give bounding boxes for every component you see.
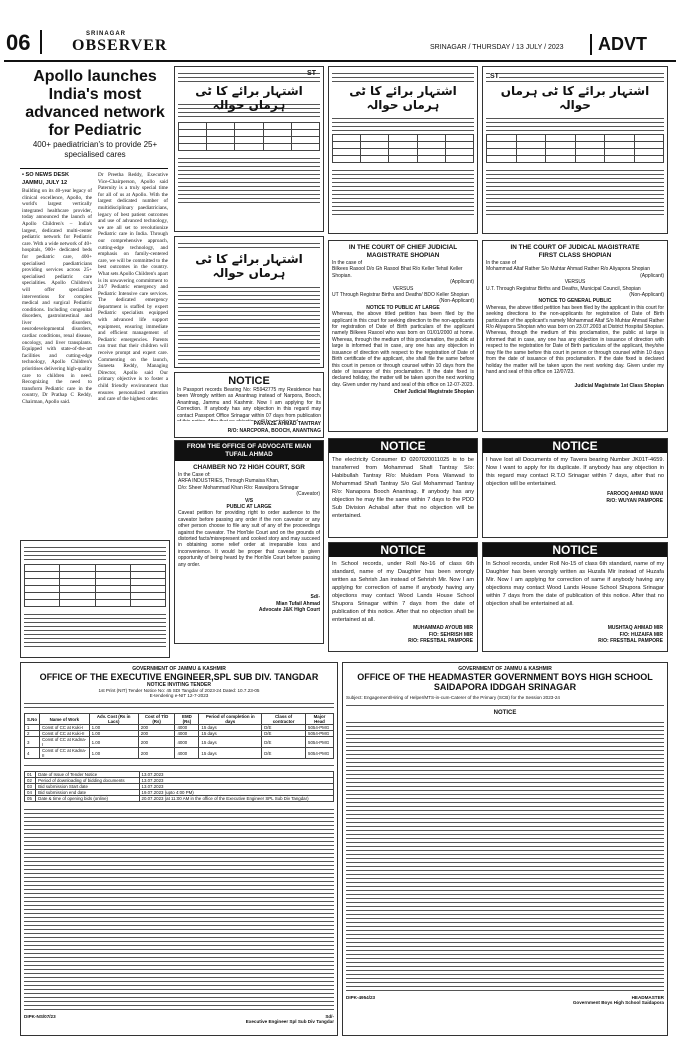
urdu-ad-left-body: [24, 611, 166, 647]
court-chief-notice-head: NOTICE TO PUBLIC AT LARGE: [366, 304, 440, 311]
tender-date-cell: Date & time of opening bids (online): [36, 796, 139, 802]
tender-header-cell: EMD (Rs): [175, 714, 199, 725]
court-chief-versus: VERSUS: [392, 285, 414, 292]
tender-cell: 2: [25, 731, 40, 737]
urdu-ad-2-header: [178, 240, 320, 250]
tender-cell: 200: [138, 725, 175, 731]
tender-date-cell: 04: [25, 790, 36, 796]
tender-cell: Const of CC at Kuki-II: [40, 731, 90, 737]
tender-subtitle: NOTICE INVITING TENDER: [147, 682, 211, 688]
school-subject: Subject: Engagement/Hiring of Helper/MTS-in-cum-Caterer of the Primary (SCB) for the Session 2023-24: [346, 695, 560, 700]
lead-subhead: 400+ paediatrician's to provide 25+ specialised cares: [32, 140, 158, 159]
tender-cell: 3: [25, 737, 40, 748]
court-first-role-2: (Non-Applicant): [629, 292, 664, 299]
tender-header-cell: Adv. Cost (Rs in Lacs): [89, 714, 138, 725]
advocate-case-party-2: D/o: Sheer Mohammad Khan R/o: Rawalpora Srinagar: [178, 484, 299, 491]
advocate-case-party: ARFA INDUSTRIES, Through Rumaisa Khan,: [178, 478, 280, 485]
tender-table-header: [25, 714, 334, 725]
court-first-title-2: FIRST CLASS SHOPIAN: [538, 252, 612, 259]
lead-headline: Apollo launches India's most advanced network for Pediatric: [25, 68, 165, 139]
tender-cell: D/E: [262, 748, 306, 759]
tender-ref: 1st Print (NIT) Tender Notice No: 45 SDI Tangdar of 2023-24 Dated: 10.7.23-05: [98, 688, 260, 693]
tender-cell: D/E: [262, 725, 306, 731]
tender-date-row: [25, 796, 334, 802]
court-first-party: Mohammad Altaf Rather S/o Muhtar Ahmad Rather R/o Aliyapora Shopian: [486, 266, 650, 273]
tender-date-cell: 01: [25, 772, 36, 778]
advocate-sd: Sd/-: [310, 594, 320, 601]
passport-notice: [174, 372, 324, 438]
school-govt: GOVERNMENT OF JAMMU & KASHMIR: [458, 666, 552, 672]
travera-notice-body: I have lost all Documents of my Tavera bearing Number JK01T-4659. Now I want to apply for its duplicate. If anybody has any objection in this regard may contact R.T.O Srinagar within 7 days, after that no objection will be entertained.: [486, 457, 664, 487]
court-chief-role-1: (Applicant): [450, 279, 474, 286]
tender-date-cell: Date of Issue of Tender Notice: [36, 772, 139, 778]
tender-signer: Executive Engineer Spl Sub Div Tangdar: [245, 1019, 334, 1024]
school-notice-1: [328, 542, 478, 652]
court-first-respondent: U.T. Through Registrar Births and Deaths, Municipal Council, Shopian: [486, 285, 641, 292]
school-ref-no: DIPK-4954/23: [346, 995, 376, 1000]
travera-notice: [482, 438, 668, 538]
tender-sd: Sd/-: [325, 1014, 334, 1019]
urdu-ad-1-title-row: [178, 70, 320, 112]
tender-intro: [24, 700, 334, 710]
advocate-chamber: CHAMBER NO 72 HIGH COURT, SGR: [193, 464, 305, 471]
tender-notice: [20, 662, 338, 1036]
tender-cell: 15 days: [199, 725, 262, 731]
school-signer-2: Government Boys High School Saidapora: [572, 1000, 664, 1005]
travera-notice-heading: NOTICE: [483, 439, 667, 453]
school-notice-2-address: R/O: FRESTBAL PAMPORE: [598, 638, 663, 644]
tender-date-cell: 20.07.2023 (at 11:00 AM in the office of the Executive Engineer SPL Sub Div Tangdar): [139, 796, 333, 802]
urdu-ad-2: [174, 236, 324, 368]
school-notice-1-signer-2: F/O: SEHRISH MIR: [428, 631, 473, 638]
section-label: ADVT: [590, 34, 647, 55]
court-first-body: Whereas, the above titled petition has been filed by the applicant in this court for seeking directions to the non-applicants for registration of Date of Birth particulars of the applicant's namely Mohammad Altaf S/o Muhtar Ahmad Rather R/o Aliyapora Shopian who was born on 23.07.2003 at District Hospital Shopian. Whereas, through the medium of this proclamation, the public at large is informed that in case, any one has any objection in issuance of direction with respect to the registration for Date of Birth particulars of the applicant, they/she may file the same before this court in person or through counsel within 10 days from the date of issuance of this proclamation. If the date fixed is declared holiday the matter will be taken upon the next working day. Given under my hand and seal of this office on 12/07/23.: [486, 304, 664, 375]
tender-cell: 15 days: [199, 737, 262, 748]
tender-cell: 200: [138, 748, 175, 759]
tender-table: [24, 713, 334, 759]
tender-date-cell: 19.07.2023 (upto 4:00 PM): [139, 790, 333, 796]
tender-cell: 1.00: [89, 731, 138, 737]
tender-cell: 4000: [175, 737, 199, 748]
school-notice-2-signer-2: F/O: HUZAIFA MIR: [619, 631, 663, 638]
tender-row: [25, 737, 334, 748]
urdu-ad-4: [482, 66, 668, 234]
tender-date-cell: 13.07.2023: [139, 784, 333, 790]
urdu-ad-4-tag: ST: [490, 73, 499, 80]
tender-cell: Const of CC at Kuki-I: [40, 725, 90, 731]
urdu-ad-1-title: اشتہار برائے کا ٹی ہرماں حوالہ: [195, 84, 303, 112]
school-notice-2: [482, 542, 668, 652]
tender-cell: 4000: [175, 748, 199, 759]
masthead-city: SRINAGAR: [86, 31, 127, 37]
urdu-ad-3-text: [332, 115, 474, 131]
advocate-case-in: In the Case of:: [178, 472, 211, 478]
court-first-case: In the case of: [486, 260, 517, 266]
court-chief-notice: [328, 240, 478, 432]
tender-date-cell: Period of downloading of bidding documents: [36, 778, 139, 784]
school-office-2: SAIDAPORA IDDGAH SRINAGAR: [433, 682, 577, 692]
passport-notice-heading: NOTICE: [228, 375, 270, 387]
court-first-notice-head: NOTICE TO GENERAL PUBLIC: [538, 298, 612, 305]
school-office: OFFICE OF THE HEADMASTER GOVERNMENT BOYS HIGH SCHOOL: [357, 672, 653, 682]
electricity-notice-body: The electricity Consumer ID 0207020011025 is to be transferred from Mohammad Shafi Tantray S/o: Habibullah Tantray R/o: Mukdam Pora Wanwad to Mohammad Shafi Tantray S/o Gul Mohammad Tantray R/o: Nanapora Booch Anantnag. If anybody has any objection he may file the same within 7 days to the PDD Sub Division Achabal after that no objection will be entertained.: [332, 457, 474, 519]
byline-text: SO NEWS DESK: [25, 172, 70, 178]
school-body: [346, 719, 664, 991]
court-chief-body: Whereas, the above titled petition has been filed by the applicant in this court for seeking direction to the non-applicants for registration of Date of Birth particulars of the applicant namely Bilkees Rasool who was born on 01/01/2000 at home. Whereas, through the medium of this proclamation, the public at large is informed that in case, any one has any objection in issuance of direction with respect to the registration of Date of Birth certificate of the applicant, she shall file the same before this court in person or through counsel within 10 days from the date of issuance of this proclamation. If the date fixed is declared holiday, the matter will be taken upon the next working day. Given under my hand and seal of this office on 12-07-2023.: [332, 311, 474, 388]
tender-ref-2: E-tendering e-NIT 12-7-2023: [149, 693, 209, 698]
advocate-signer: Mian Tufail Ahmad: [276, 600, 320, 607]
urdu-ad-4-body: [486, 167, 664, 217]
masthead-dateline: SRINAGAR / THURSDAY / 13 JULY / 2023: [430, 44, 564, 51]
advocate-role: (Caveator): [296, 491, 320, 498]
tender-signature: [246, 1014, 334, 1024]
urdu-ad-left-header: [24, 544, 166, 560]
tender-cell: 4000: [175, 725, 199, 731]
advocate-notice: [174, 440, 324, 644]
tender-date-cell: 02: [25, 778, 36, 784]
masthead-divider: [40, 30, 42, 54]
travera-notice-address: R/O: WUYAN PAMPORE: [606, 497, 663, 504]
masthead-logo: OBSERVER: [72, 37, 168, 54]
school-notice-2-signer: MUSHTAQ AHMAD MIR: [607, 625, 663, 631]
urdu-ad-3: [328, 66, 478, 234]
tender-date-cell: 13.07.2023: [139, 772, 333, 778]
school-notice-1-body: In School records, under Roll No-16 of class 6th standard, name of my Daughter has been wrongly written as Sehrish Jan instead of Sehrish Mir. Now I am applying for correction of same if anybody having any objections may contact Wood Lands House School Shupora Srinagar within 7 days from the date of publication of this notice. After that no objection shall be entertained at all.: [332, 561, 474, 623]
advocate-body: Caveat petition for providing right to order audience to the caveator before passing any order if the non caveator or any other person choose to file any suit of any of the proceedings against the caveator. The Hon'ble Court and on the grounds of distorted facts/misrepresent and cooked story and may succeed in obtaining some relief order at irreparable loss and inconvenience. It would be proper that caveator is given opportunity of being heard by the Hon'ble Court before passing any order.: [178, 510, 320, 568]
tender-date-cell: Bid submission end date: [36, 790, 139, 796]
tender-row: [25, 748, 334, 759]
court-chief-title-1: IN THE COURT OF CHIEF JUDICIAL: [348, 244, 458, 251]
school-hiring-notice: [342, 662, 668, 1036]
tender-cell: 5054-PMG: [306, 731, 334, 737]
court-chief-role-2: (Non-Applicant): [439, 298, 474, 305]
tender-header-cell: Name of Work: [40, 714, 90, 725]
tender-header-cell: Class of contractor: [262, 714, 306, 725]
school-notice-1-heading: NOTICE: [329, 543, 477, 557]
court-first-role-1: (Applicant): [640, 272, 664, 279]
tender-header-cell: Cost of T/D (Rs): [138, 714, 175, 725]
urdu-ad-1-tag: ST: [307, 70, 316, 77]
electricity-notice-heading: NOTICE: [329, 439, 477, 453]
school-signer: HEADMASTER: [631, 995, 664, 1000]
court-chief-party: Bilkees Rasool D/o Gh Rasool Bhat R/o Keller Tehsil Keller Shopian.: [332, 266, 463, 279]
tender-cell: D/E: [262, 731, 306, 737]
tender-cell: 15 days: [199, 731, 262, 737]
page-number: 06: [6, 30, 31, 55]
urdu-ad-3-body: [332, 167, 474, 217]
urdu-ad-left-table: [24, 564, 166, 607]
urdu-ad-3-header: [332, 70, 474, 84]
lead-column-2: Dr Preetha Reddy, Executive Vice-Chairperson, Apollo said Paternity is a truly special time for all of us at Apollo. With the largest dedicated number of multidisciplinary paediatricians, legacy of best patient outcomes and use of advanced technology, we are all set to revolutionize Pediatric care in India. Through our comprehensive approach, cutting-edge technology, and emphasis on family-centered care, we will be committed to the best outcomes in the country. What sets Apollo Children's apart is its unwavering commitment to 24/7 Pediatric emergency and Pediatric Intensive care services. The dedicated emergency department is staffed by expert Pediatric specialists equipped with advanced life support equipment, ensuring immediate and efficient management of Pediatric emergencies. Parents can trust that their children will receive prompt and expert care. Commenting on the launch, Suneeta Reddy, Managing Director, Apollo said Our primary objective is to foster a child friendly environment that ensures personalized attention and care of the highest order.: [98, 172, 168, 403]
tender-dates-table: [24, 771, 334, 802]
tender-cell: 1.00: [89, 748, 138, 759]
school-signature: [573, 995, 664, 1005]
tender-cell: 5054-PMG: [306, 737, 334, 748]
school-ref-line: [346, 702, 664, 708]
tender-terms: [24, 806, 334, 1012]
tender-ref-no: DIPK-NS/07/23: [24, 1014, 56, 1019]
tender-date-cell: 13.07.2023: [139, 778, 333, 784]
lead-byline: • SO NEWS DESK: [22, 172, 70, 178]
advocate-vs: V/S: [244, 497, 254, 504]
masthead: [0, 0, 680, 62]
tender-cell: Const of CC at Kadna-II: [40, 748, 90, 759]
passport-notice-signer: PARVAZE AHMAD TANTRAY: [253, 421, 321, 427]
tender-govt: GOVERNMENT OF JAMMU & KASHMIR: [132, 666, 226, 672]
urdu-ad-4-table: [486, 134, 664, 163]
tender-note: [24, 762, 334, 768]
passport-notice-body: In Passport records Bearing No: R5942775 my Residence has been Wrongly written as Anantnag instead of Narpora, Booch, Anantnag, Jammu and Kashmir. Now I am applying for its Correction. If anybody has any objection in this regard may contact Passport Office Srinagar within 07 days from publication: [177, 387, 321, 419]
electricity-notice: [328, 438, 478, 538]
school-notice-1-signer: MUHAMMAD AYOUB MIR: [413, 625, 473, 631]
urdu-ad-1: [174, 66, 324, 232]
tender-cell: 200: [138, 737, 175, 748]
tender-cell: 4000: [175, 731, 199, 737]
urdu-ad-1-header: [178, 70, 320, 84]
urdu-ad-4-title: اشتہار برائے کا ٹی ہرماں حوالہ: [500, 84, 650, 112]
tender-cell: 4: [25, 748, 40, 759]
tender-cell: 5054-PMG: [306, 748, 334, 759]
tender-header-cell: S.No: [25, 714, 40, 725]
school-notice-2-heading: NOTICE: [483, 543, 667, 557]
lead-rule: [20, 168, 168, 169]
lead-column-1: Building on its 40-year legacy of clinical excellence, Apollo, the world's largest vertically integrated healthcare provider, today announced the launch of Apollo Children's – India's largest, dedicated multi-center pediatric network for Pediatric care. With a wide network of 40+ hospitals, 900+ dedicated beds for pediatric care, 400+ specialised paediatricians providing services across 25+ specialised pediatric care specialities. Apollo Children's will offer specialized interventions for complex medical and surgical Pediatric conditions. Including congenital disorders, gastrointestinal and liver disorders, neurodevelopmental disorders, cardiac conditions, renal disease, oncology, and liver transplants. Equipped with state-of-the-art facilities and cutting-edge technology, Apollo Children's prioritises delivering high-quality care to children in need. Recognizing the need to transform Pediatric care in the country, Dr Prathap C Reddy, Chairman, Apollo said.: [22, 188, 92, 405]
urdu-ad-2-title: اشتہار برائے کا ٹی ہرماں حوالہ: [195, 252, 303, 280]
tender-cell: D/E: [262, 737, 306, 748]
masthead-rule: [4, 60, 676, 62]
tender-footer: [24, 1014, 334, 1024]
court-first-title-1: IN THE COURT OF JUDICAL MAGISTRATE: [510, 244, 640, 251]
tender-cell: 1: [25, 725, 40, 731]
tender-cell: 5054-PMG: [306, 725, 334, 731]
tender-header-cell: Period of completion in days: [199, 714, 262, 725]
court-first-signature: Judicial Magistrate 1st Class Shopian: [574, 382, 664, 389]
court-chief-respondent: UT Through Registrar Births and Deaths/ BDO Keller Shopian: [332, 292, 469, 299]
tender-cell: Const of CC at Kadna-I: [40, 737, 90, 748]
tender-office: OFFICE OF THE EXECUTIVE ENGINEER,SPL SUB DIV. TANGDAR: [39, 672, 319, 682]
tender-header-cell: Major Head: [306, 714, 334, 725]
tender-date-cell: 05: [25, 796, 36, 802]
school-notice-title: NOTICE: [493, 710, 517, 716]
court-chief-signature: Chief Judicial Magistrate Shopian: [393, 389, 474, 396]
tender-cell: 1.00: [89, 737, 138, 748]
urdu-ad-1-table: [178, 122, 320, 151]
urdu-ad-3-table: [332, 134, 474, 163]
urdu-ad-3-title: اشتہار برائے کا ٹی ہرماں حوالہ: [349, 84, 457, 112]
tender-cell: 15 days: [199, 748, 262, 759]
urdu-ad-left: [20, 540, 170, 658]
urdu-ad-4-header: [486, 70, 664, 84]
court-chief-title-2: MAGISTRATE SHOPIAN: [366, 252, 440, 259]
advocate-banner: FROM THE OFFICE OF ADVOCATE MIAN TUFAIL AHMAD: [175, 441, 323, 461]
urdu-ad-4-text: [486, 115, 664, 131]
court-first-notice: [482, 240, 668, 432]
tender-cell: 200: [138, 731, 175, 737]
advocate-signer-2: Advocate J&K High Court: [258, 607, 320, 614]
lead-dateline: JAMMU, JULY 12: [22, 180, 68, 186]
tender-cell: 1.00: [89, 725, 138, 731]
tender-date-cell: Bid submission Start date: [36, 784, 139, 790]
tender-date-cell: 03: [25, 784, 36, 790]
urdu-ad-2-body: [178, 284, 320, 368]
urdu-ad-1-body: [178, 155, 320, 203]
school-footer: [346, 995, 664, 1005]
school-notice-1-address: R/O: FRESTBAL PAMPORE: [408, 638, 473, 644]
travera-notice-signer: FAROOQ AHMAD WANI: [607, 491, 663, 497]
passport-notice-address: R/O: NARCPORA, BOOCH, ANANTNAG: [227, 427, 321, 434]
school-notice-2-body: In School records, under Roll No-15 of class 6th standard, name of my Daughter has been wrongly written as Huzafa Mir instead of Huzafa Mir. Now I am applying for correction of same if anybody having any objections may contact Wood Lands House School Shupora Srinagar within 7 days from the date of publication of this notice. After that no objection shall be entertained at all.: [486, 561, 664, 607]
court-first-versus: VERSUS: [564, 279, 586, 286]
court-chief-case: In the case of: [332, 260, 363, 266]
advocate-public: PUBLIC AT LARGE: [226, 504, 272, 511]
